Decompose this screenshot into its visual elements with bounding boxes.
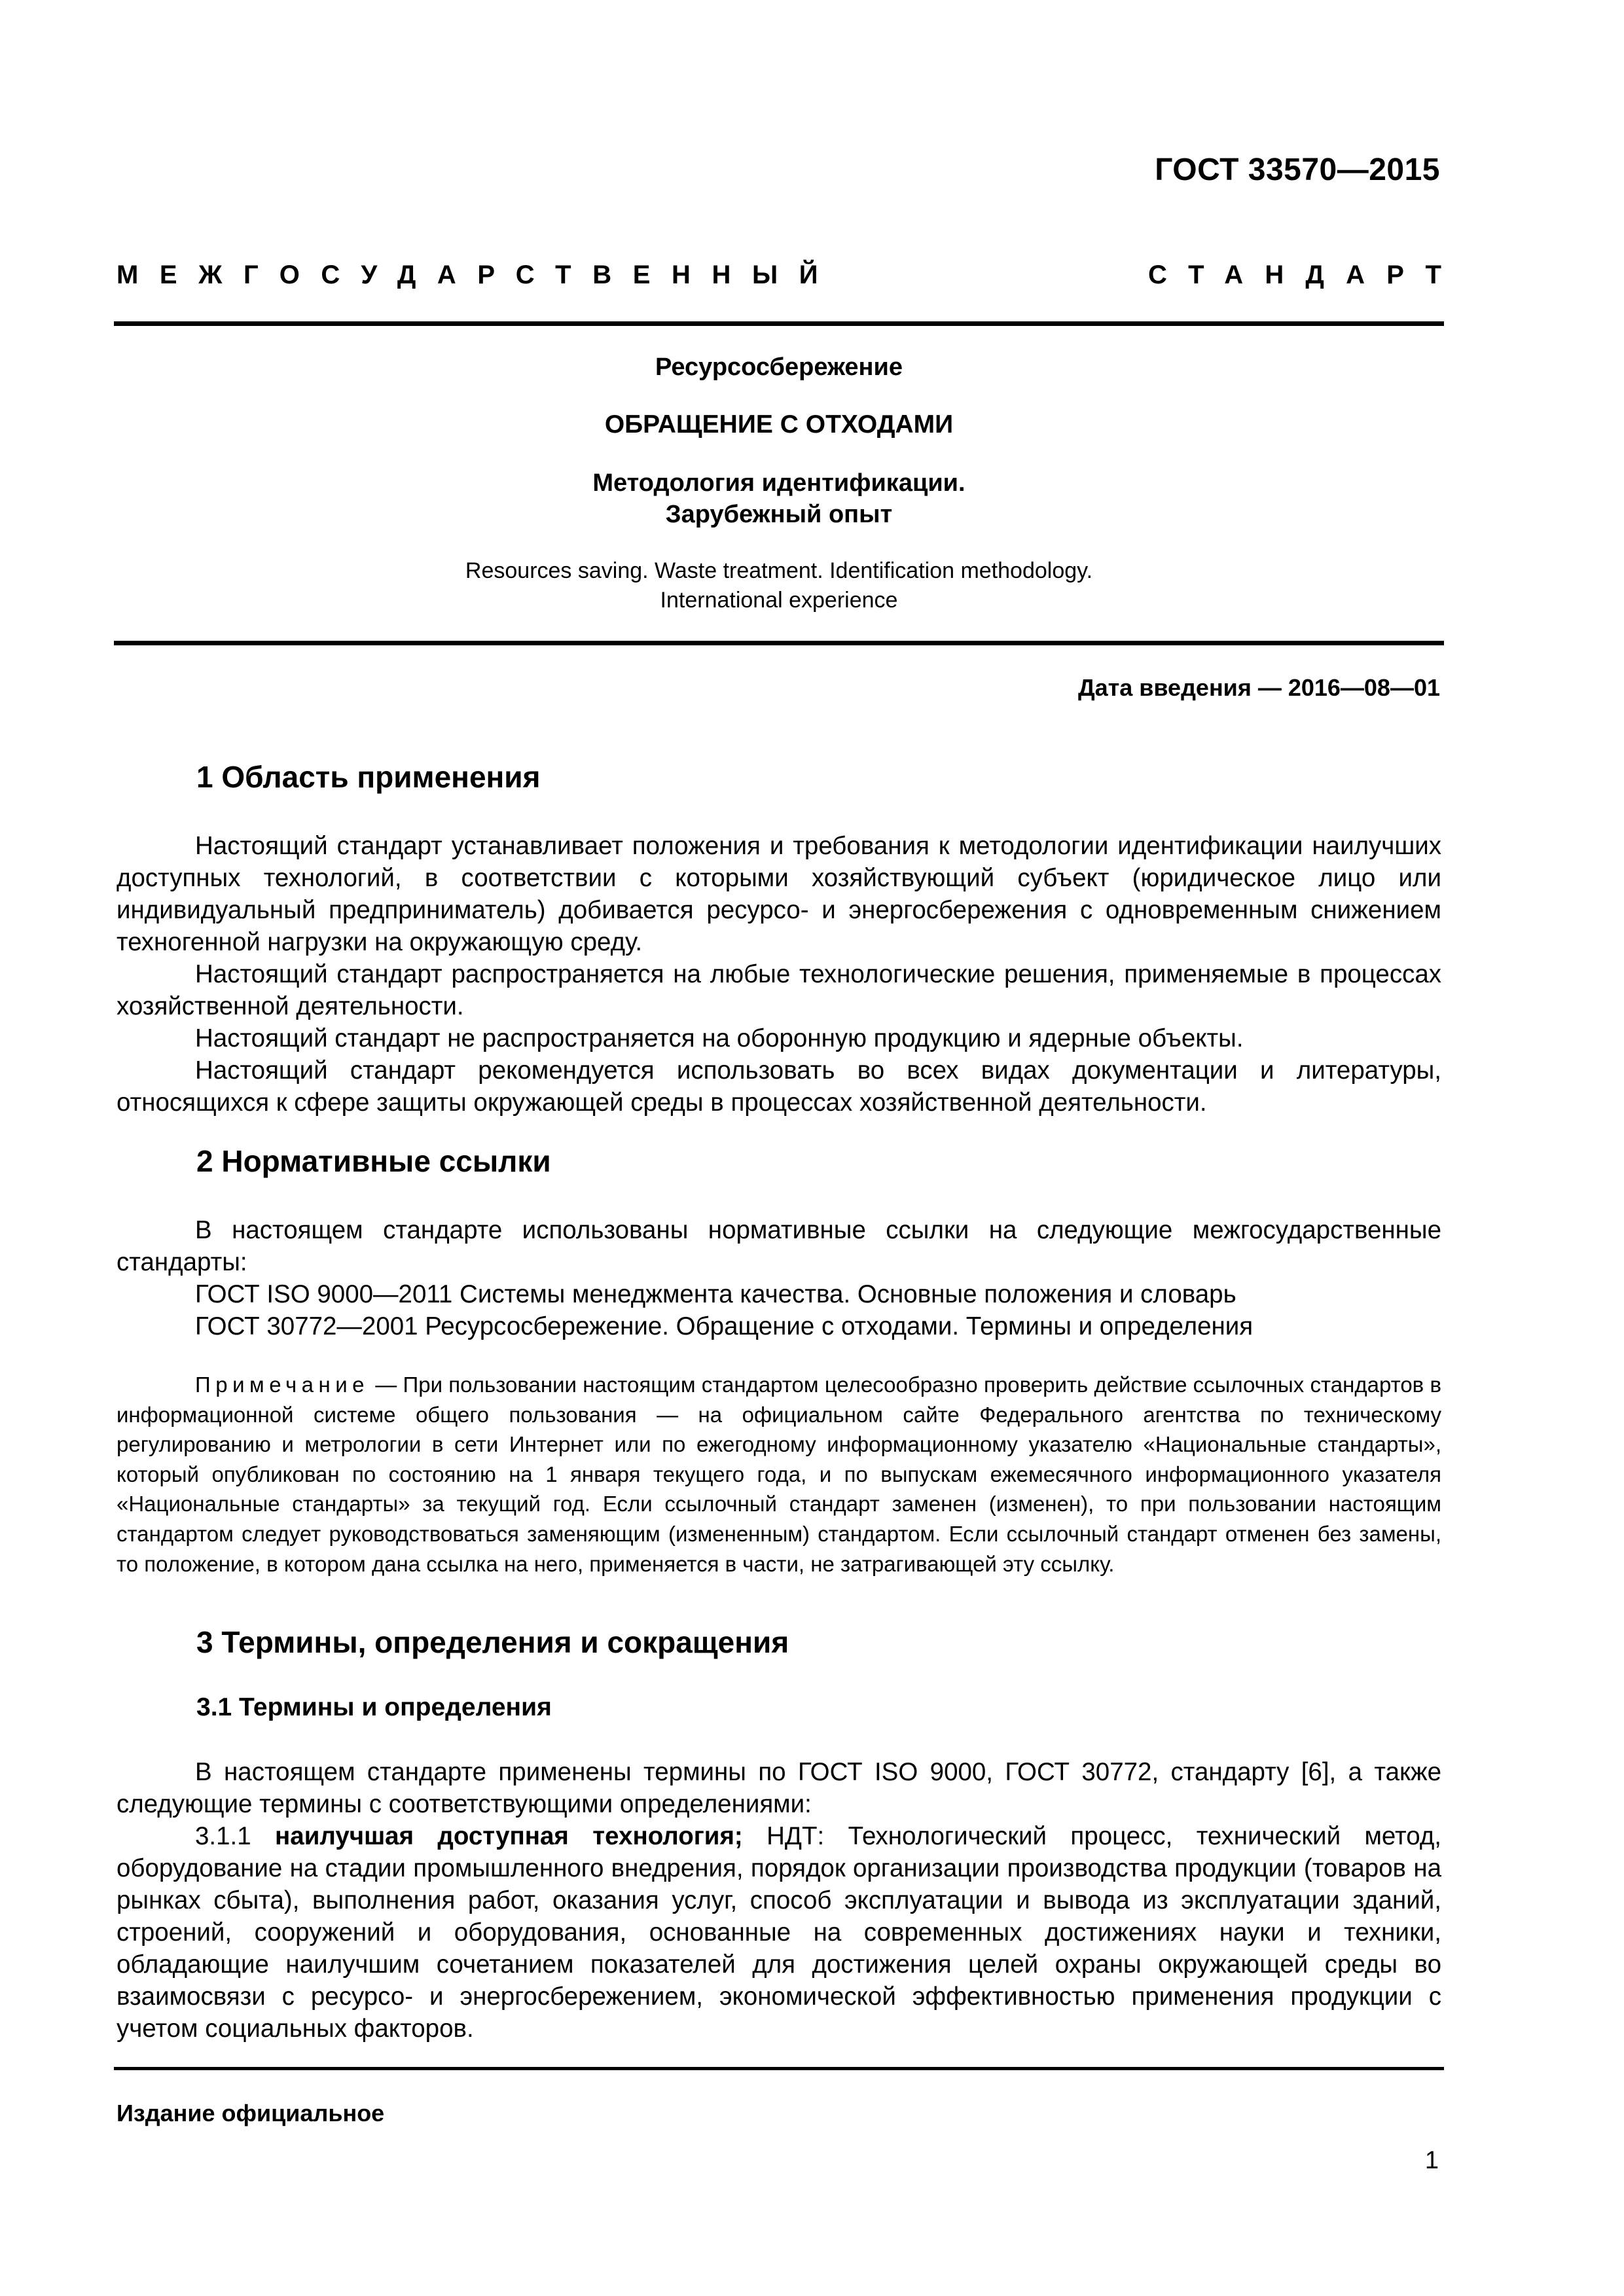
footer-divider: [114, 2067, 1444, 2070]
section1-heading: 1 Область применения: [196, 760, 541, 794]
note: [117, 1370, 1441, 1579]
term-name: наилучшая доступная технология;: [275, 1822, 743, 1850]
standard-type-word1: МЕЖГОСУДАРСТВЕННЫЙ: [117, 260, 840, 289]
term-number: 3.1.1: [195, 1822, 251, 1850]
standard-number: ГОСТ 33570—2015: [1155, 152, 1440, 187]
english-title-a: Resources saving. Waste treatment. Identification methodology.: [465, 558, 1093, 583]
section1-paragraph: Настоящий стандарт не распространяется на оборонную продукцию и ядерные объекты.: [195, 1024, 1244, 1052]
term-definition-text: : Технологический процесс, технический метод, оборудование на стадии промышленного внедрения, порядок организации производства продукции (товаров на рынках сбыта), выполнения работ, оказания услуг, способ эксплуатации и вывода из эксплуатации зданий, строений, сооружений и оборудования, основанные на современных достижениях науки и техники, обладающие наилучшим сочетанием показателей для достижения целей охраны окружающей среды во взаимосвязи с ресурсо- и энергосбережением, экономической эффективностью применения продукции с учетом социальных факторов.: [117, 1822, 1441, 2043]
top-divider: [114, 321, 1444, 326]
section1-paragraph: Настоящий стандарт рекомендуется использовать во всех видах документации и литературы, относящихся к сфере защиты окружающей среды в процессах хозяйственной деятельности.: [117, 1056, 1441, 1117]
middle-divider: [114, 641, 1444, 645]
section2-heading: 2 Нормативные ссылки: [196, 1144, 551, 1178]
section2-intro: В настоящем стандарте использованы нормативные ссылки на следующие межгосударственные стандарты:: [117, 1216, 1441, 1276]
page-number: 1: [1424, 2147, 1439, 2174]
edition-label: Издание официальное: [117, 2100, 385, 2126]
section1-paragraph: Настоящий стандарт распространяется на любые технологические решения, применяемые в процессах хозяйственной деятельности.: [117, 960, 1441, 1020]
title-line2: ОБРАЩЕНИЕ С ОТХОДАМИ: [604, 410, 954, 439]
english-title: [114, 556, 1444, 615]
section1-paragraph: Настоящий стандарт устанавливает положения и требования к методологии идентификации наилучших доступных технологий, в соответствии с которыми хозяйствующий субъект (юридическое лицо или индивидуальный предприниматель) добивается ресурсо- и энергосбережения с одновременным снижением техногенной нагрузки на окружающую среду.: [117, 832, 1441, 956]
introduction-date: Дата введения — 2016—08—01: [1077, 674, 1440, 701]
standard-type-heading: [117, 260, 1464, 297]
title-line3b: Зарубежный опыт: [665, 501, 893, 528]
note-text: — При пользовании настоящим стандартом целесообразно проверить действие ссылочных стандартов в информационной системе общего пользования — на официальном сайте Федерального агентства по техническому регулированию и метрологии в сети Интернет или по ежегодному информационному указателю «Национальные стандарты», который опубликован по состоянию на 1 января текущего года, и по выпускам ежемесячного информационного указателя «Национальные стандарты» за текущий год. Если ссылочный стандарт заменен (изменен), то при пользовании настоящим стандартом следует руководствоваться заменяющим (измененным) стандартом. Если ссылочный стандарт отменен без замены, то положение, в котором дана ссылка на него, применяется в части, не затрагивающей эту ссылку.: [117, 1372, 1441, 1576]
title-line1: Ресурсосбережение: [655, 353, 903, 381]
title-line3a: Методология идентификации.: [592, 469, 965, 497]
note-lead: Примечание: [195, 1372, 370, 1397]
normative-reference: ГОСТ 30772—2001 Ресурсосбережение. Обращение с отходами. Термины и определения: [195, 1312, 1254, 1340]
section3-heading: 3 Термины, определения и сокращения: [196, 1625, 789, 1659]
title-line3: [114, 467, 1444, 530]
term-abbreviation: НДТ: [767, 1822, 818, 1850]
section3-intro: В настоящем стандарте применены термины по ГОСТ ISO 9000, ГОСТ 30772, стандарту [6], а также следующие термины с соответствующими определениями:: [117, 1758, 1441, 1818]
normative-reference: ГОСТ ISO 9000—2011 Системы менеджмента качества. Основные положения и словарь: [195, 1280, 1236, 1308]
section3-subheading: 3.1 Термины и определения: [196, 1693, 552, 1721]
term-definition: [117, 1820, 1441, 2045]
english-title-b: International experience: [660, 588, 898, 613]
standard-type-word2: СТАНДАРТ: [1148, 260, 1464, 289]
